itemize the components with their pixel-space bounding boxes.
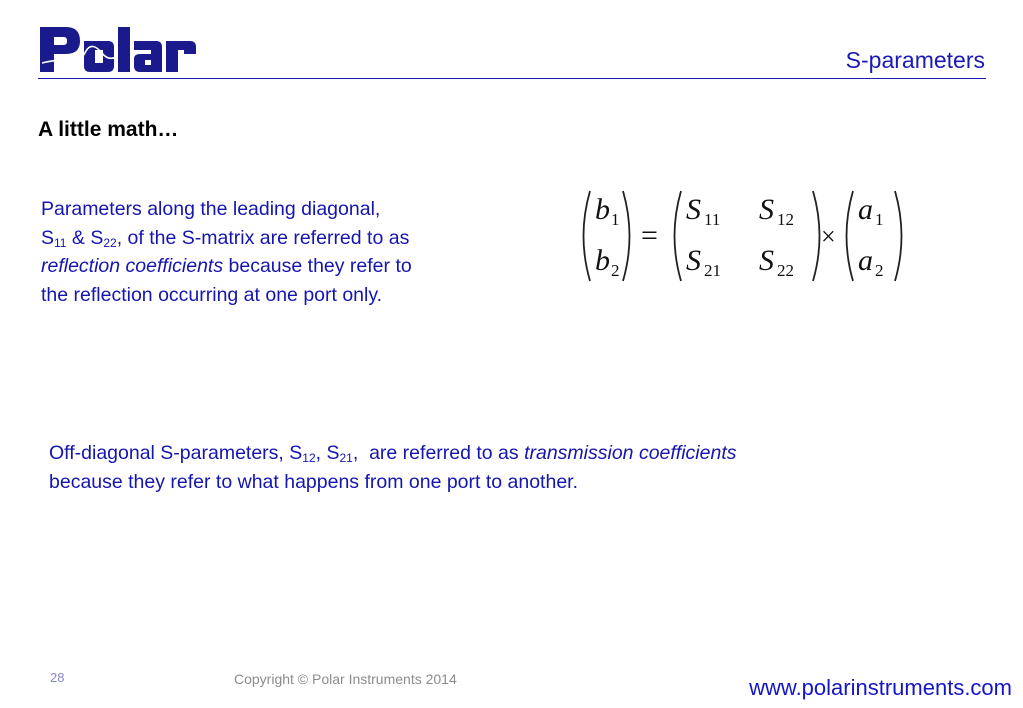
copyright-notice: Copyright © Polar Instruments 2014 — [234, 671, 457, 687]
left-paren — [675, 191, 682, 281]
left-paren — [847, 191, 854, 281]
times-sign: × — [821, 222, 836, 251]
transmission-coefficients-term: transmission coefficients — [524, 442, 737, 464]
a1-index: 1 — [875, 210, 884, 229]
s21-index: 21 — [704, 261, 721, 280]
s12-index: 12 — [777, 210, 794, 229]
equals-sign: = — [641, 219, 658, 252]
s11-index: 11 — [704, 210, 721, 229]
reflection-paragraph: Parameters along the leading diagonal, $S_{11}$ & $S_{22}$, of the S-matrix are referred to as reflection coefficients because they refer to the reflection occurring at one port only. — [41, 198, 412, 306]
b1-symbol: b — [595, 193, 610, 226]
s21-symbol: S — [686, 244, 701, 277]
page-number: 28 — [50, 670, 65, 685]
logo-text: Polar — [38, 23, 41, 24]
s22-index: 22 — [777, 261, 794, 280]
b2-index: 2 — [611, 261, 620, 280]
a2-index: 2 — [875, 261, 884, 280]
s11-symbol: S — [686, 193, 701, 226]
right-paren — [623, 191, 630, 281]
s-matrix-equation — [573, 183, 918, 293]
polar-logo — [38, 23, 198, 75]
right-paren — [895, 191, 902, 281]
b1-index: 1 — [611, 210, 620, 229]
b2-symbol: b — [595, 244, 610, 277]
s12-symbol: S — [759, 193, 774, 226]
header-divider — [38, 78, 986, 79]
reflection-coefficients-term: reflection coefficients — [41, 255, 224, 277]
transmission-paragraph: Off-diagonal S-parameters, $S_{12}$, $S_{21}$, are referred to as transmission coefficients because they refer to what happens from one port to another. — [49, 442, 737, 493]
right-paren — [813, 191, 820, 281]
header-title: S-parameters — [845, 47, 985, 73]
website-link[interactable]: www.polarinstruments.com — [749, 675, 1012, 700]
a1-symbol: a — [858, 193, 873, 226]
a2-symbol: a — [858, 244, 873, 277]
s22-symbol: S — [759, 244, 774, 277]
slide-title: A little math… — [38, 118, 179, 141]
left-paren — [584, 191, 591, 281]
